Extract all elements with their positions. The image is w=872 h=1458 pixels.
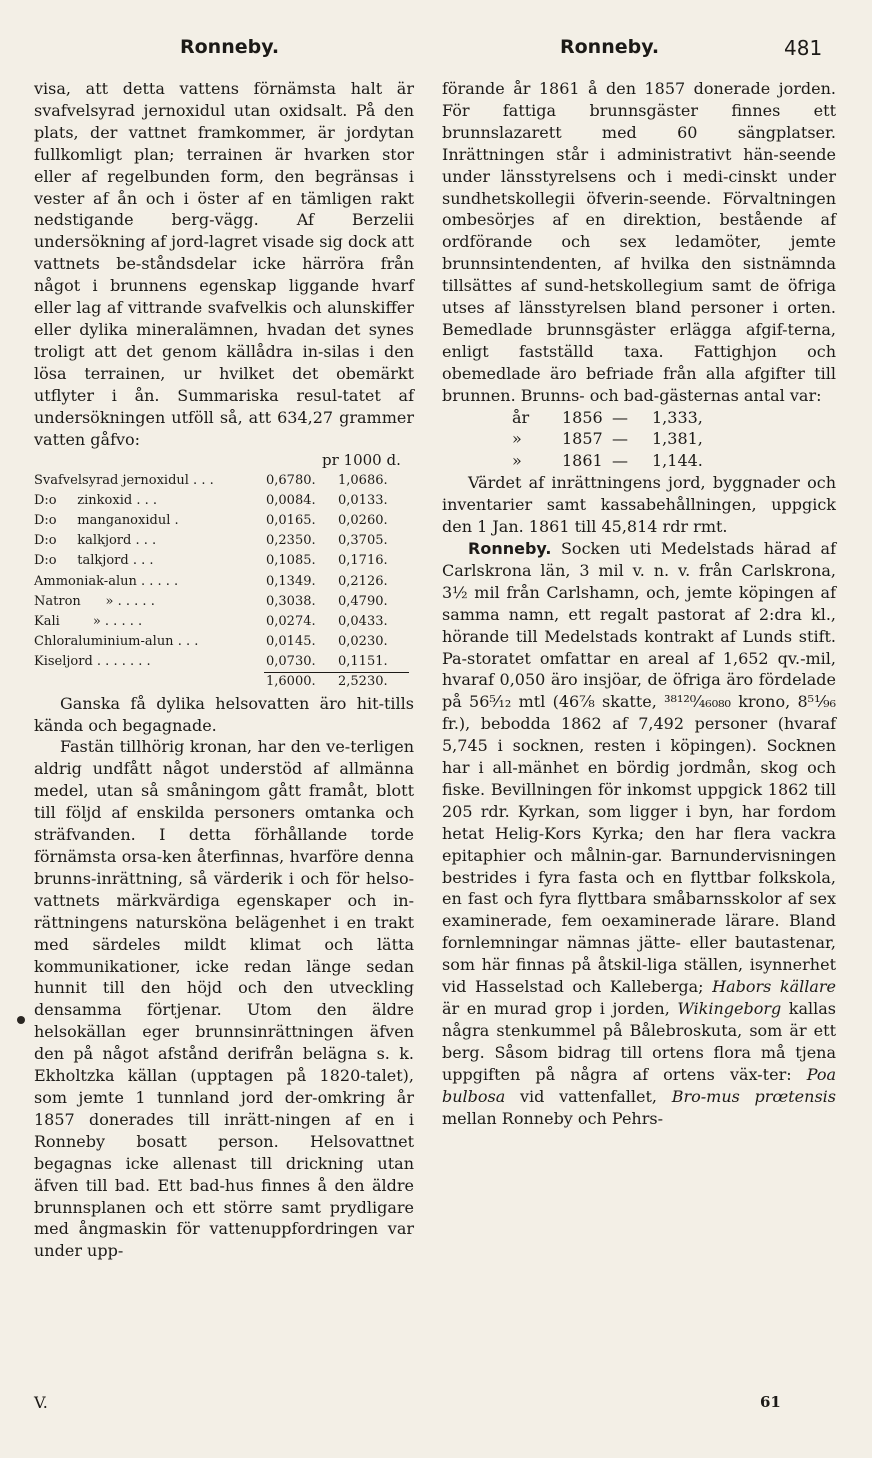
- table-value-2: 0,4790.: [338, 593, 388, 609]
- stat-row: [442, 428, 836, 450]
- italic-term: Habors källare: [712, 977, 836, 997]
- paragraph: visa, att detta vattens förnämsta halt är svafvelsyrad jernoxidul utan oxidsalt. På den plats, der vattnet framkommer, är jordytan fullkomligt plan; terrainen är hvarken stor eller af regelbunden form, den begränsas i vester af ån och i öster af en tämligen rakt nedstigande berg-vägg. Af Berzelii undersökning af jord-lagret visade sig dock att vattnets be-ståndsdelar icke härröra från något i brunnens egenskap liggande hvarf eller lag af vittrande svafvelkis och alunskiffer eller dylika mineralämnen, hvadan det synes troligt att det genom källådra in-silas i den lösa terrainen, ur hvilket det obemärkt utflyter i ån. Summariska resul-tatet af undersökningen utföll så, att 634,27 grammer vatten gåfvo:: [34, 79, 414, 449]
- table-row: [34, 652, 414, 672]
- paragraph: [442, 538, 836, 1129]
- ink-spot: [17, 1016, 25, 1024]
- analysis-table: [34, 450, 414, 692]
- stat-value: 1,333,: [652, 407, 703, 427]
- stat-year: 1856: [562, 407, 603, 427]
- table-row-label: D:o zinkoxid . . .: [34, 492, 157, 508]
- entry-text: Socken uti Medelstads härad af Carlskrona län, 3 mil v. n. v. från Carlskrona, 3½ mil från Carlshamn, och, jemte köpingen af samma namn, ett regalt pastorat af 2:dra kl., hörande till Medelstads kontrakt af Lunds stift. Pa-storatet omfattar en areal af 1,652 qv.-mil, hvaraf 0,050 äro insjöar, de öfriga äro fördelade på 56⁵⁄₁₂ mtl (46⅞ skatte, ³⁸¹²⁰⁄₄₆₀₈₀ krono, 8⁵¹⁄₉₆ fr.), bebodda 1862 af 7,492 personer (hvaraf 5,745 i socknen, resten i köpingen). Socknen har i all-mänhet en bördig jordmån, skog och fiske. Bevillningen för inkomst uppgick 1862 till 205 rdr. Kyrkan, som ligger i byn, har fordom hetat Helig-Kors Kyrka; den har flera vackra epitaphier och målnin-gar. Barnundervisningen bestrides i fyra fasta och en flyttbar folkskola, en fast och fyra flyttbara småbarnsskolor af sex examinerade, fem oexaminerade lärare. Bland fornlemningar nämnas jätte- eller bautastenar, som här finnas på åtskil-liga ställen, isynnerhet vid Hasselstad och Kalleberga;: [442, 538, 836, 997]
- table-value-1: 0,0145.: [266, 634, 316, 650]
- table-total-row: [34, 672, 414, 692]
- stat-prefix: »: [512, 429, 522, 449]
- stat-prefix: år: [512, 407, 530, 427]
- stat-year: 1857: [562, 429, 603, 449]
- stat-value: 1,381,: [652, 429, 703, 449]
- running-header-left: Ronneby.: [180, 36, 280, 58]
- entry-text: vid vattenfallet,: [520, 1086, 657, 1106]
- left-column: [34, 78, 414, 1262]
- table-value-2: 0,0133.: [338, 492, 388, 508]
- table-value-1: 0,1085.: [266, 553, 316, 569]
- table-value-2: 0,0433.: [338, 613, 388, 629]
- total-v1: 1,6000.: [266, 674, 316, 690]
- paragraph: förande år 1861 å den 1857 donerade jorden. För fattiga brunnsgäster finnes ett brunnslazarett med 60 sängplatser. Inrättningen står i administrativt hän-seende under länsstyrelsens och i medi-cinskt under sundhetskollegii öfverin-seende. Förvaltningen ombesörjes af en direktion, bestående af ordförande och sex ledamöter, jemte brunnsintendenten, af hvilka den sistnämnda tillsättes af sund-hetskollegium samt de öfriga utses af länsstyrelsen bland personer i orten. Bemedlade brunnsgäster erlägga afgif-terna, enligt fastställd taxa. Fattighjon och obemedlade äro befriade från alla afgifter till brunnen. Brunns- och bad-gästernas antal var:: [442, 79, 836, 405]
- table-row: [34, 632, 414, 652]
- entry-title: Ronneby.: [468, 538, 552, 558]
- italic-term: Poa bulbosa: [442, 1064, 836, 1106]
- table-value-2: 0,1716.: [338, 553, 388, 569]
- table-value-2: 0,0260.: [338, 512, 388, 528]
- table-value-1: 0,0084.: [266, 492, 316, 508]
- table-row-label: Chloraluminium-alun . . .: [34, 634, 199, 650]
- table-value-1: 0,1349.: [266, 573, 316, 589]
- right-column: [442, 78, 836, 1129]
- table-value-1: 0,0730.: [266, 654, 316, 670]
- total-v2: 2,5230.: [338, 674, 388, 690]
- table-value-1: 0,0165.: [266, 512, 316, 528]
- table-row: [34, 531, 414, 551]
- stat-dash: —: [612, 429, 628, 449]
- table-value-2: 0,1151.: [338, 654, 388, 670]
- table-value-2: 0,3705.: [338, 533, 388, 549]
- table-row-label: D:o manganoxidul .: [34, 512, 179, 528]
- paragraph: Värdet af inrättningens jord, byggnader och inventarier samt kassabehållningen, uppgick den 1 Jan. 1861 till 45,814 rdr rmt.: [442, 473, 836, 537]
- stat-row: [442, 407, 836, 429]
- table-value-2: 0,0230.: [338, 634, 388, 650]
- table-row-label: Natron » . . . . .: [34, 593, 155, 609]
- table-header-row: [34, 450, 414, 470]
- paragraph: Ganska få dylika helsovatten äro hit-tills kända och begagnade.: [34, 693, 414, 735]
- italic-term: Wikingeborg: [677, 999, 782, 1019]
- table-row: [34, 572, 414, 592]
- entry-text: mellan Ronneby och Pehrs-: [442, 1108, 663, 1128]
- table-row: [34, 551, 414, 571]
- stat-prefix: »: [512, 451, 522, 471]
- table-row: [34, 471, 414, 491]
- table-unit-header: pr 1000 d.: [322, 451, 401, 470]
- table-row: [34, 592, 414, 612]
- stat-value: 1,144.: [652, 451, 703, 471]
- visitor-stats: [442, 407, 836, 473]
- table-rows: [34, 471, 414, 673]
- table-row-label: Svafvelsyrad jernoxidul . . .: [34, 472, 214, 488]
- entry-text: är en murad grop i jorden,: [442, 999, 670, 1019]
- paragraph: Fastän tillhörig kronan, har den ve-terligen aldrig undfått något understöd af allmänna medel, utan så småningom gått framåt, blott till följd af enskilda personers omtanka och sträfvanden. I detta förhållande torde förnämsta orsa-ken återfinnas, hvarföre denna brunns-inrättning, så värderik i och för helso-vattnets märkvärdiga egenskaper och in-rättningens natursköna belägenhet i en trakt med särdeles mildt klimat och lätta kommunikationer, icke redan länge sedan hunnit till den höjd och den utveckling densamma förtjenar. Utom den äldre helsokällan eger brunnsinrättningen äfven den på något afstånd derifrån belägna s. k. Ekholtzka källan (upptagen på 1820-talet), som jemte 1 tunnland jord der-omkring år 1857 donerades till inrätt-ningen af en i Ronneby bosatt person. Helsovattnet begagnas icke allenast till drickning utan äfven till bad. Ett bad-hus finnes å den äldre brunnsplanen och ett större samt prydligare med ångmaskin för vattenuppfordringen var under upp-: [34, 737, 414, 1261]
- table-row-label: Kiseljord . . . . . . .: [34, 654, 151, 670]
- stat-dash: —: [612, 407, 628, 427]
- stat-row: [442, 450, 836, 472]
- stat-dash: —: [612, 451, 628, 471]
- table-row-label: Kali » . . . . .: [34, 613, 143, 629]
- table-row: [34, 612, 414, 632]
- table-value-2: 0,2126.: [338, 573, 388, 589]
- table-value-1: 0,3038.: [266, 593, 316, 609]
- table-row-label: Ammoniak-alun . . . . .: [34, 573, 179, 589]
- entry-text: kallas några stenkummel på Bålebroskuta, som är ett berg. Såsom bidrag till ortens flora må tjena uppgiften på några af ortens väx-ter:: [442, 999, 836, 1084]
- table-row-label: D:o kalkjord . . .: [34, 533, 157, 549]
- table-value-2: 1,0686.: [338, 472, 388, 488]
- table-row: [34, 491, 414, 511]
- signature-mark: V.: [34, 1393, 48, 1412]
- table-value-1: 0,0274.: [266, 613, 316, 629]
- table-row: [34, 511, 414, 531]
- table-row-label: D:o talkjord . . .: [34, 553, 154, 569]
- stat-year: 1861: [562, 451, 603, 471]
- running-header-right: Ronneby.: [560, 36, 660, 58]
- table-value-1: 0,6780.: [266, 472, 316, 488]
- table-value-1: 0,2350.: [266, 533, 316, 549]
- signature-mark: 61: [760, 1393, 781, 1411]
- page-number: 481: [784, 36, 823, 60]
- italic-term: Bro-mus prœtensis: [671, 1086, 836, 1106]
